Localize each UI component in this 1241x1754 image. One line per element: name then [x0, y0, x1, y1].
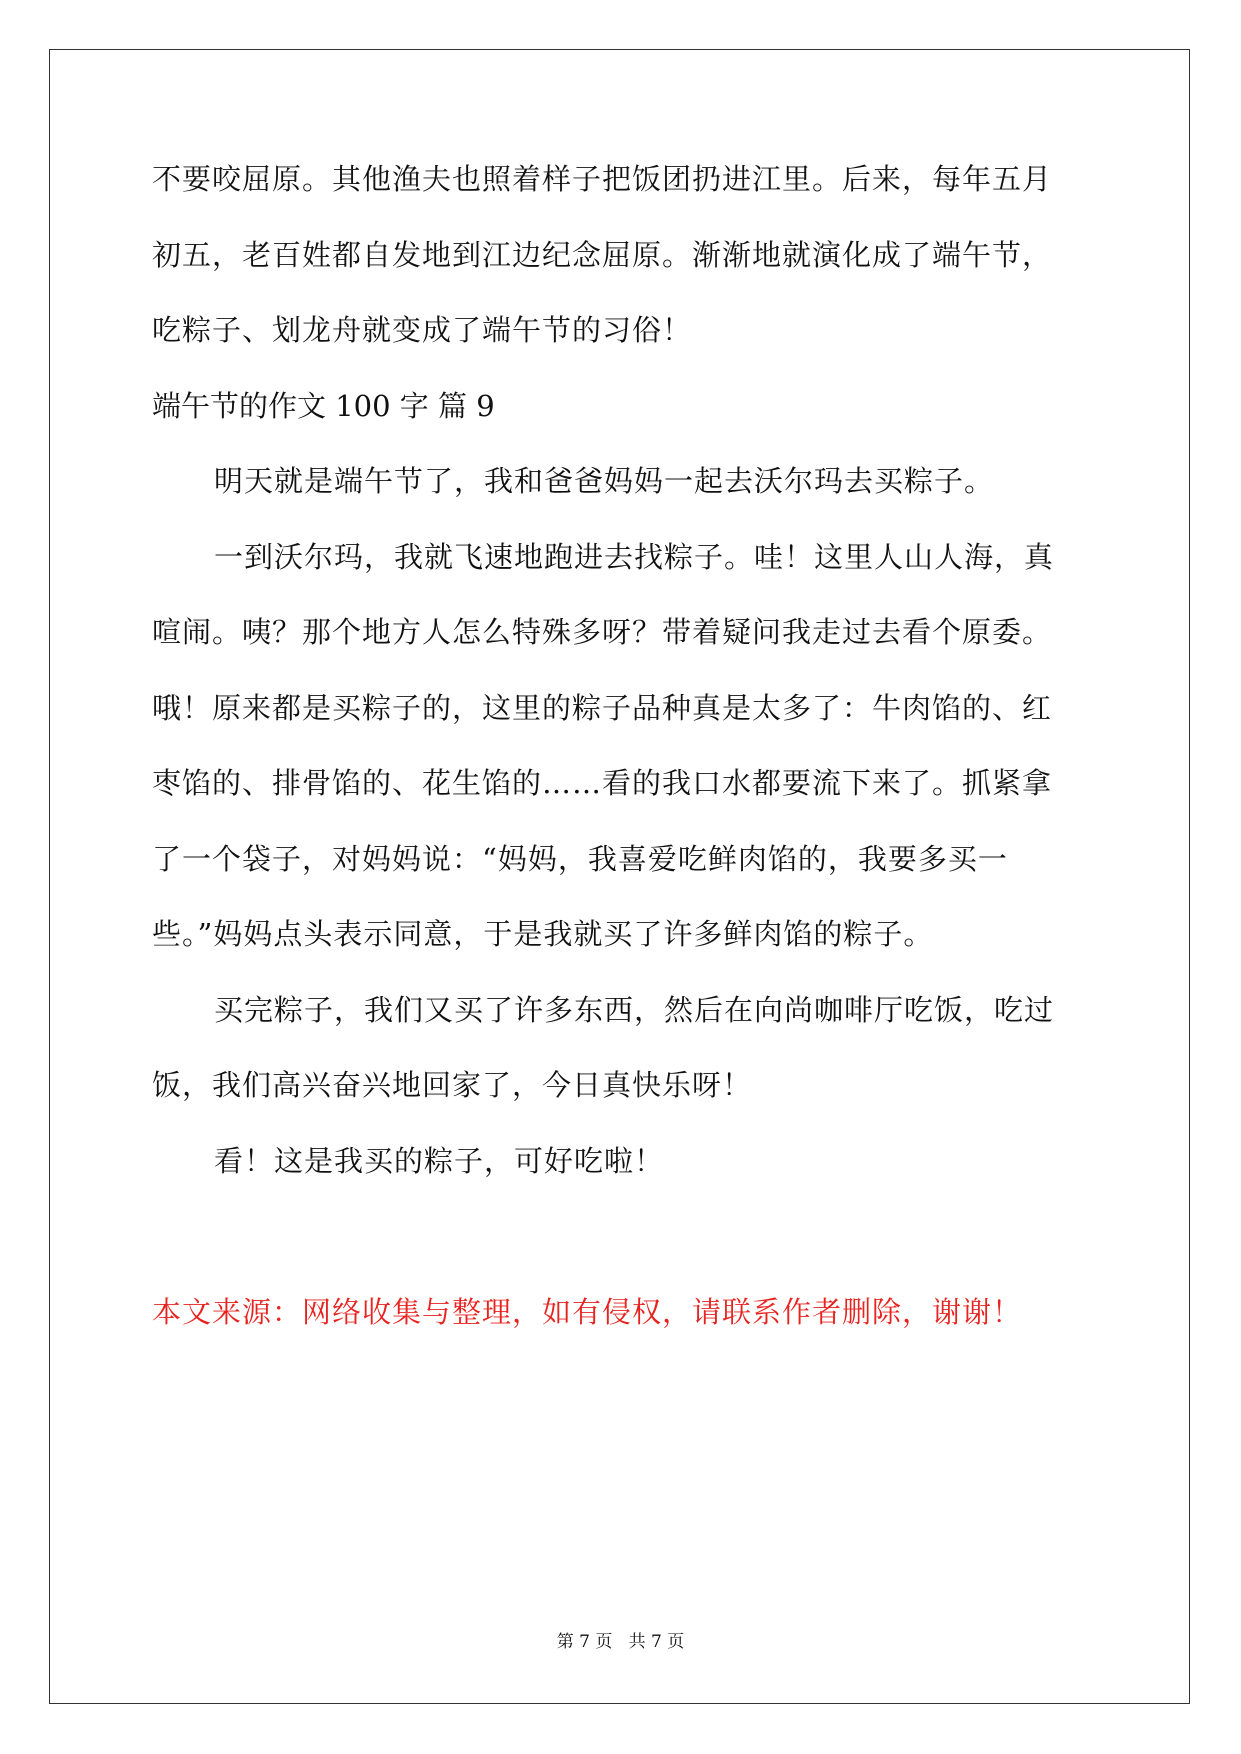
- paragraph-line: 饭，我们高兴奋兴地回家了，今日真快乐呀！: [152, 1068, 753, 1102]
- paragraph-line: 枣馅的、排骨馅的、花生馅的……看的我口水都要流下来了。抓紧拿: [152, 766, 1053, 800]
- text-line: 初五，老百姓都自发地到江边纪念屈原。渐渐地就演化成了端午节，: [152, 238, 1053, 272]
- paragraph-line: 看！这是我买的粽子，可好吃啦！: [214, 1144, 665, 1178]
- paragraph-line: 了一个袋子，对妈妈说：“妈妈，我喜爱吃鲜肉馅的，我要多买一: [152, 842, 1008, 876]
- page-number: 第 7 页 共 7 页: [556, 1632, 685, 1652]
- paragraph-line: 一到沃尔玛，我就飞速地跑进去找粽子。哇！这里人山人海，真: [214, 540, 1055, 574]
- paragraph-line: 喧闹。咦？那个地方人怎么特殊多呀？带着疑问我走过去看个原委。: [152, 615, 1053, 649]
- section-heading: 端午节的作文 100 字 篇 9: [152, 389, 495, 423]
- paragraph-line: 哦！原来都是买粽子的，这里的粽子品种真是太多了：牛肉馅的、红: [152, 691, 1053, 725]
- source-note: 本文来源：网络收集与整理，如有侵权，请联系作者删除，谢谢！: [152, 1295, 1023, 1329]
- paragraph-line: 明天就是端午节了，我和爸爸妈妈一起去沃尔玛去买粽子。: [214, 464, 995, 498]
- paragraph-line: 买完粽子，我们又买了许多东西，然后在向尚咖啡厅吃饭，吃过: [214, 993, 1055, 1027]
- page-footer: [0, 1627, 1241, 1652]
- text-line: 吃粽子、划龙舟就变成了端午节的习俗！: [152, 313, 693, 347]
- paragraph-line: 些。”妈妈点头表示同意，于是我就买了许多鲜肉馅的粽子。: [152, 917, 934, 951]
- text-line: 不要咬屈原。其他渔夫也照着样子把饭团扔进江里。后来，每年五月: [152, 162, 1053, 196]
